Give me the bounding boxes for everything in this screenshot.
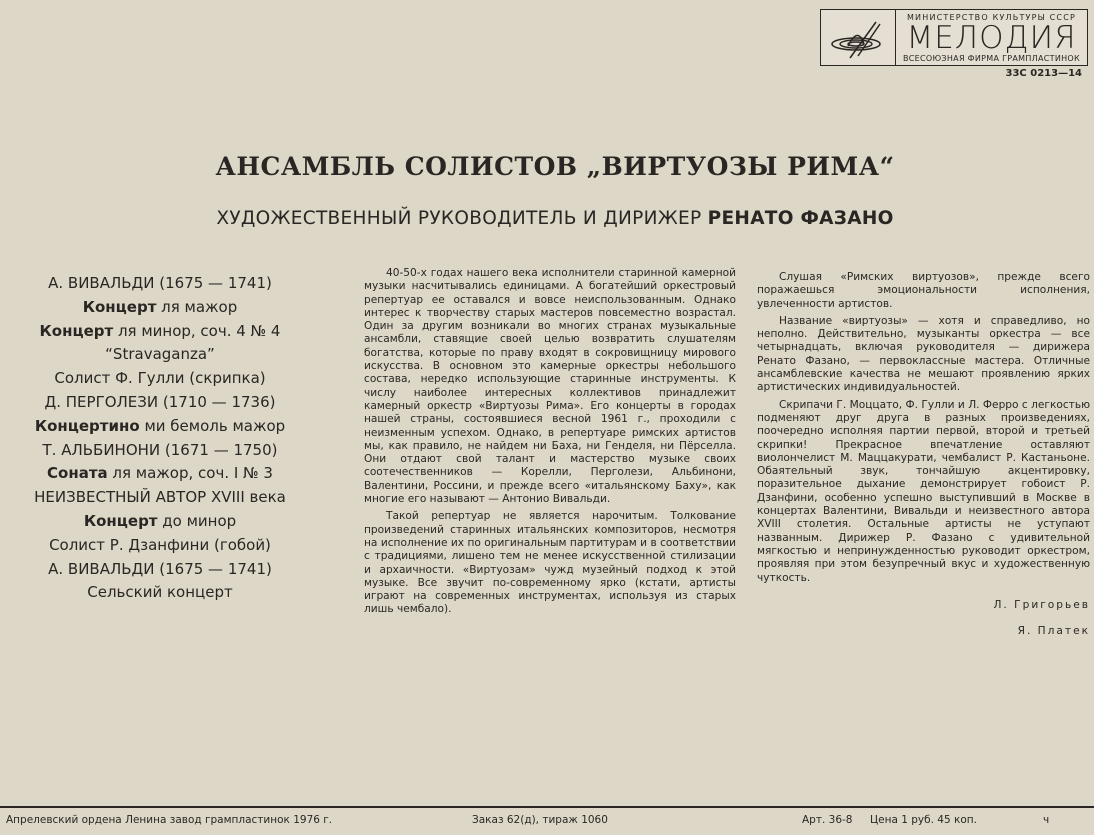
program-text: А. ВИВАЛЬДИ (1675 — 1741) (48, 274, 272, 292)
program-list (20, 272, 300, 605)
program-text: Сельский концерт (87, 583, 233, 602)
program-line (20, 486, 300, 510)
footer-order: Заказ 62(д), тираж 1060 (472, 814, 608, 826)
subtitle (0, 208, 1094, 229)
middle-text-column (364, 267, 736, 621)
subtitle-role: ХУДОЖЕСТВЕННЫЙ РУКОВОДИТЕЛЬ И ДИРИЖЕР (216, 208, 702, 229)
program-line (20, 272, 300, 296)
work-type: Концерт (83, 511, 158, 530)
melodiya-emblem-icon (821, 10, 896, 65)
paragraph: Скрипачи Г. Моццато, Ф. Гулли и Л. Ферро с легкостью подменяют друг друга в разных произведениях, поочередно исполняя партии первой, второй и третьей скрипки! Прекрасное впечатление оставляют виолончелист М. Маццакурати, чембалист Р. Кастаньоне. Обаятельный звук, тончайшую акцентировку, поразительное дыхание демонстрирует гобоист Р. Дзанфини, особенно успешно выступивший в Москве в концертах Валентини, Вивальди и неизвестного автора XVIII столетия. Остальные артисты не уступают названным. Дирижер Р. Фазано с удивительной мягкостью и непринужденностью руководит оркестром, проявляя при этом безупречный вкус и художественную чуткость. (757, 398, 1090, 584)
program-text: до минор (157, 511, 237, 530)
footer-mark: ч (1043, 814, 1050, 826)
page-title: АНСАМБЛЬ СОЛИСТОВ „ВИРТУОЗЫ РИМА“ (215, 152, 895, 181)
ministry-label: МИНИСТЕРСТВО КУЛЬТУРЫ СССР (906, 13, 1077, 22)
paragraph: Такой репертуар не является нарочитым. Толкование произведений старинных итальянских композиторов, несмотря на исполнение их по оригинальным партитурам и в соответствии с традициями, лишено тем не менее искусственной стилизации и архаичности. «Виртуозам» чужд музейный подход к этой музыке. Все звучит по-современному ярко (кстати, артисты играют на современных инструментах, используя из старых лишь чембало). (364, 510, 736, 616)
program-line (20, 581, 300, 605)
work-type: Концерт (39, 321, 114, 340)
melodiya-logo (820, 9, 1088, 66)
program-line (20, 367, 300, 391)
author-signature: Я. Платек (1017, 624, 1090, 637)
program-text: Д. ПЕРГОЛЕЗИ (1710 — 1736) (44, 392, 276, 411)
footer-price: Цена 1 руб. 45 коп. (870, 814, 977, 826)
program-text: НЕИЗВЕСТНЫЙ АВТОР XVIII века (34, 488, 286, 507)
right-text-column (757, 271, 1090, 641)
work-type: Соната (47, 464, 108, 483)
program-text: ля минор, соч. 4 № 4 (113, 321, 281, 340)
footer-divider (0, 806, 1094, 808)
paragraph: 40-50-х годах нашего века исполнители старинной камерной музыки насчитывались единицами. А богатейший оркестровый репертуар ее оставался и вовсе неиспользованным. Однако интерес к творчеству старых мастеров повсеместно возрастал. Один за другим возникали во многих странах музыкальные ансамбли, ставящие своей целью возвратить слушателям богатства, которые по праву входят в сокровищницу мирового искусства. В основном это камерные оркестры небольшого состава, нередко использующие старинные инструменты. К числу наиболее интересных коллективов принадлежит камерный оркестр «Виртуозы Рима». Его концерты в городах нашей страны, состоявшиеся весной 1961 г., проходили с неизменным успехом. Однако, в репертуаре римских артистов мы, как правило, не найдем ни Баха, ни Генделя, ни Пёрселла. Они отдают свой талант и мастерство музыке своих соотечественников — Корелли, Перголези, Альбинони, Валентини, Россини, и прежде всего «итальянскому Баху», как многие его называют — Антонио Вивальди. (364, 267, 736, 506)
program-text: А. ВИВАЛЬДИ (1675 — 1741) (48, 559, 272, 578)
program-text: Т. АЛЬБИНОНИ (1671 — 1750) (42, 440, 278, 459)
program-line (20, 391, 300, 415)
firm-label: ВСЕСОЮЗНАЯ ФИРМА ГРАМПЛАСТИНОК (902, 54, 1080, 63)
program-line (20, 462, 300, 486)
paragraph: Слушая «Римских виртуозов», прежде всего поражаешься эмоциональности исполнения, увлеченности артистов. (757, 271, 1090, 310)
program-line (20, 343, 300, 367)
program-line (20, 534, 300, 558)
program-text: ми бемоль мажор (139, 416, 286, 435)
program-line (20, 510, 300, 534)
catalog-number: 33С 0213—14 (1005, 68, 1082, 79)
author-signature: Л. Григорьев (993, 598, 1090, 611)
work-type: Концертино (34, 416, 140, 435)
program-text: “Stravaganza” (105, 345, 215, 364)
footer-art: Арт. 36-8 (802, 814, 853, 826)
paragraph: Название «виртуозы» — хотя и справедливо, но неполно. Действительно, музыканты оркестра — все четырнадцать, включая руководителя — дирижера Ренато Фазано, — первоклассные мастера. Отличные ансамблевские качества не мешают проявлению ярких артистических индивидуальностей. (757, 314, 1090, 394)
program-line (20, 415, 300, 439)
program-line (20, 296, 300, 320)
program-text: Солист Р. Дзанфини (гобой) (49, 535, 271, 554)
footer-plant: Апрелевский ордена Ленина завод грампластинок 1976 г. (6, 814, 333, 826)
work-type: Концерт (82, 297, 157, 316)
program-text: ля мажор (156, 297, 238, 316)
program-text: Солист Ф. Гулли (скрипка) (54, 369, 266, 388)
program-line (20, 558, 300, 582)
program-text: ля мажор, соч. I № 3 (107, 464, 273, 483)
program-line (20, 320, 300, 344)
program-line (20, 439, 300, 463)
conductor-name: РЕНАТО ФАЗАНО (707, 208, 894, 229)
brand-name: МЕЛОДИЯ (906, 20, 1077, 56)
